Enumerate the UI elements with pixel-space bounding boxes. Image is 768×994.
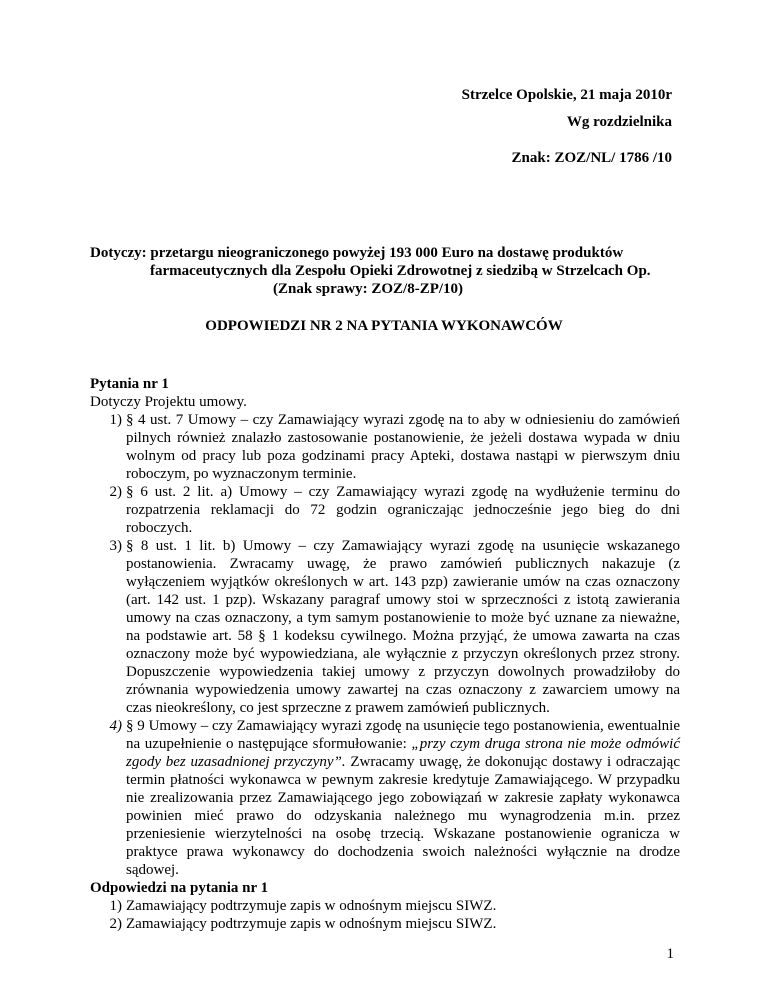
place-date: Strzelce Opolskie, 21 maja 2010r: [461, 87, 672, 103]
answer-heading: Odpowiedzi na pytania nr 1: [90, 880, 269, 896]
document-title: ODPOWIEDZI NR 2 NA PYTANIA WYKONAWCÓW: [205, 318, 563, 334]
item-text: Zamawiający podtrzymuje zapis w odnośnym miejscu SIWZ.: [126, 916, 497, 932]
page-number: 1: [666, 946, 674, 962]
item-text-part: § 9 Umowy – czy Zamawiający wyrazi zgodę na usunięcie tego postanowienia, ewentualnie na uzupełnienie o następujące sformułowanie:: [126, 718, 680, 752]
item-text: § 4 ust. 7 Umowy – czy Zamawiający wyrazi zgodę na to aby w odniesieniu do zamówień pilnych również znalazło zastosowanie postanowienie, że jeżeli dostawa wypada w dniu wolnym od pracy lub poza godzinami pracy Apteki, dostawa nastąpi w pierwszym dniu roboczym, po wyznaczonym terminie.: [126, 412, 680, 482]
answer-item: [90, 897, 680, 915]
item-text-part: Zwracamy uwagę, że dokonując dostawy i odraczając termin płatności wykonawca w pewnym zakresie kredytuje Zamawiającego. W przypadku nie zrealizowania przez Zamawiającego jego zobowiązań w zakresie zapłaty wykonawca powinien mieć prawo do odzyskania należnego mu wynagrodzenia m.in. przez przeniesienie wierzytelności na osobę trzecią. Wskazane postanowienie ogranicza w praktyce prawa wykonawcy do dochodzenia swoich należności wyłącznie na drodze sądowej.: [126, 754, 680, 878]
question-item: [90, 537, 680, 717]
item-text: § 8 ust. 1 lit. b) Umowy – czy Zamawiający wyrazi zgodę na usunięcie wskazanego postanowienia. Zwracamy uwagę, że prawo zamówień publicznych nakazuje (z wyłączeniem wyjątków określonych w art. 143 pzp) zawieranie umów na czas oznaczony (art. 142 ust. 1 pzp). Wskazany paragraf umowy stoi w sprzeczności z istotą zawierania umowy na czas oznaczony, a tym samym postanowienie to może być uznane za nieważne, na podstawie art. 58 § 1 kodeksu cywilnego. Można przyjąć, że umowa zawarta na czas oznaczony może być wypowiedziana, ale wyłącznie z przyczyn określonych przez strony. Dopuszczenie wypowiedzenia takiej umowy z przyczyn dowolnych prowadziłoby do zrównania wypowiedzenia umowy zawartej na czas oznaczony z zawarciem umowy na czas nieokreślony, co jest sprzeczne z prawem zamówień publicznych.: [126, 538, 680, 716]
document-body: [90, 375, 680, 933]
item-number: 2): [109, 484, 122, 500]
answer-list: [90, 897, 680, 933]
question-item: [90, 717, 680, 879]
subject-line-1: Dotyczy: przetargu nieograniczonego powyżej 193 000 Euro na dostawę produktów: [90, 245, 624, 261]
question-list: [90, 411, 680, 879]
item-number: 2): [109, 916, 122, 932]
subject-block: [90, 244, 690, 298]
item-number: 3): [109, 538, 122, 554]
answer-item: [90, 915, 680, 933]
item-number: 1): [109, 412, 122, 428]
question-intro: Dotyczy Projektu umowy.: [90, 394, 247, 410]
item-quote: „przy czym druga strona nie może odmówić zgody bez uzasadnionej przyczyny”.: [126, 736, 680, 770]
recipient: Wg rozdzielnika: [566, 114, 672, 130]
question-item: [90, 411, 680, 483]
reference-number: Znak: ZOZ/NL/ 1786 /10: [511, 150, 672, 166]
item-text: Zamawiający podtrzymuje zapis w odnośnym miejscu SIWZ.: [126, 898, 497, 914]
item-text: [126, 717, 680, 879]
item-number: 1): [109, 898, 122, 914]
subject-line-2: farmaceutycznych dla Zespołu Opieki Zdrowotnej z siedzibą w Strzelcach Op.: [150, 263, 651, 279]
item-text: § 6 ust. 2 lit. a) Umowy – czy Zamawiający wyrazi zgodę na wydłużenie terminu do rozpatrzenia reklamacji do 72 godzin ograniczając jednocześnie jego bieg do dni roboczych.: [126, 484, 680, 536]
question-heading: Pytania nr 1: [90, 376, 169, 392]
item-number: 4): [109, 718, 122, 734]
subject-line-3: (Znak sprawy: ZOZ/8-ZP/10): [273, 281, 464, 297]
question-item: [90, 483, 680, 537]
